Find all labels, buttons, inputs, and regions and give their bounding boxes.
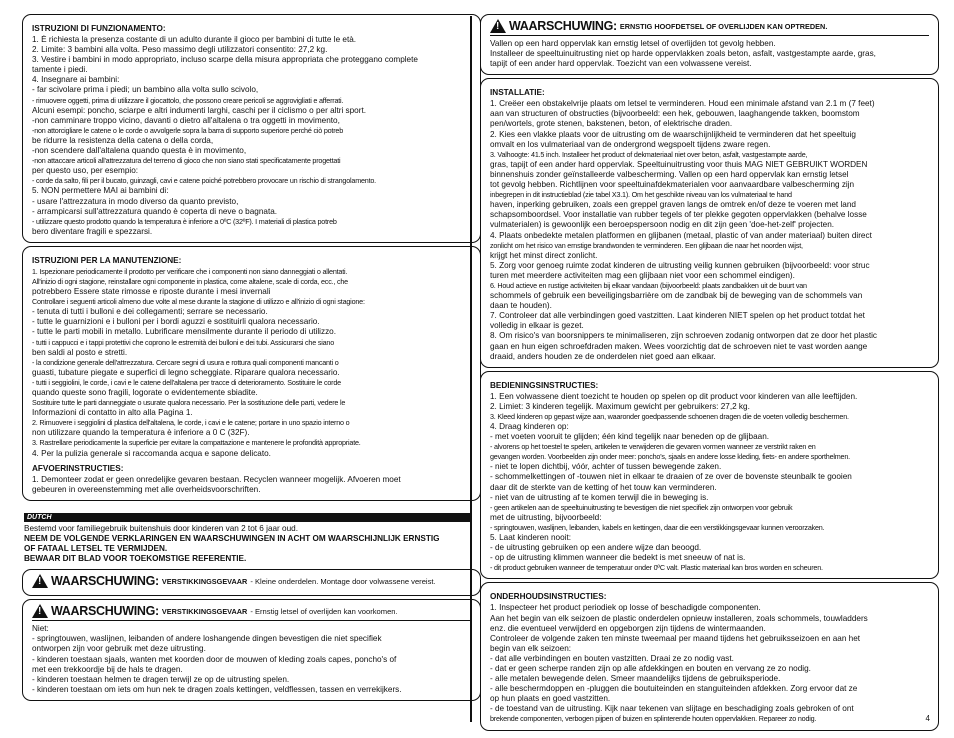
text-line: - tutte le guarnizioni e i bulloni per i bordi aguzzi e sostituirli qualora necessario.: [32, 317, 320, 327]
text-line: - kinderen toestaan om iets om hun nek te dragen zoals kettingen, veldflessen, tassen en verrekijkers.: [32, 684, 402, 694]
text-line: - corde da salto, fili per il bucato, guinzagli, cavi e catene poiché potrebbero provocare un rischio di strangolamento.: [32, 176, 376, 186]
warning-icon: !: [32, 604, 48, 618]
text-line: 1. Inspecteer het product periodiek op losse of beschadigde componenten.: [490, 603, 761, 613]
text-line: Installeer de speeltuinuitrusting niet op harde oppervlakken zoals beton, asfalt, vastgestampte aarde, gras,: [490, 49, 876, 59]
text-line: 7. Controleer dat alle verbindingen goed vastzitten. Laat kinderen NIET spelen op het product totdat het: [490, 311, 865, 321]
text-line: gebeuren in overeenstemming met alle overheidsvoorschriften.: [32, 484, 261, 494]
warning-small-parts-box: [22, 569, 481, 596]
section-body: [32, 475, 471, 495]
text-line: BEWAAR DIT BLAD VOOR TOEKOMSTIGE REFERENTIE.: [24, 554, 247, 564]
text-line: - met voeten vooruit te glijden; één kind tegelijk naar beneden op de glijbaan.: [490, 432, 770, 442]
text-line: All'inizio di ogni stagione, reinstallare ogni componente in plastica, come altalene, scale di corda, ecc., che: [32, 276, 348, 286]
dutch-intro: [22, 504, 481, 566]
text-line: gevangen worden. Voorbeelden zijn onder meer: poncho's, sjaals en andere losse kleding, fiets- en andere sporthelmen.: [490, 452, 850, 462]
text-line: 1. Creëer een obstakelvrije plaats om letsel te verminderen. Houd een minimale afstand van 2.1 m (7 feet): [490, 99, 875, 109]
text-line: - alle metalen bewegende delen. Smeer maandelijks tijdens de gebruiksperiode.: [490, 674, 781, 684]
text-line: turen met meerdere activiteiten mag een glijbaan niet voor een schommel eindigen).: [490, 270, 795, 280]
text-line: gaan en hun eigen schroefdraden maken. Wees voorzichtig dat de schroeven niet te vast worden aange: [490, 341, 868, 351]
text-line: - arrampicarsi sull'attrezzatura quando è coperta di neve o bagnata.: [32, 206, 278, 216]
text-line: Aan het begin van elk seizoen de plastic onderdelen opnieuw installeren, zoals schommels, touwladders: [490, 613, 868, 623]
text-line: 8. Om risico's van boorsnippers te minimaliseren, zijn schroeven zodanig ontworpen dat ze door het plastic: [490, 331, 878, 341]
warning-body: [32, 624, 471, 695]
warning-icon: !: [32, 574, 48, 588]
section-body: [32, 35, 471, 237]
text-line: 3. Kleed kinderen op gepast wijze aan, waaronder goedpassende schoenen dragen die de voeten volledig beschermen.: [490, 411, 849, 421]
text-line: 4. Plaats onbedekte metalen platformen en glijbanen (metaal, plastic of van ander materiaal) buiten direct: [490, 230, 872, 240]
text-line: -non attaccare articoli all'attrezzatura del terreno di gioco che non siano stati specificatamente progettati: [32, 156, 341, 166]
section-body: [32, 267, 471, 459]
warning-header: [32, 604, 471, 621]
warning-body: [490, 39, 929, 69]
text-line: 6. Houd actieve en rustige activiteiten bij elkaar vandaan (bijvoorbeeld: plaats zandbakken uit de buurt van: [490, 280, 807, 290]
bedieningsinstructies-box: [480, 371, 939, 580]
text-line: 4. Insegnare ai bambini:: [32, 75, 120, 85]
onderhoudsinstructies-box: [480, 582, 939, 730]
text-line: - kinderen toestaan sjaals, wanten met koorden door de mouwen of kleding zoals capes, poncho's of: [32, 654, 397, 664]
text-line: - de uitrusting gebruiken op een andere wijze dan beoogd.: [490, 543, 702, 553]
text-line: potrebbero Essere state rimosse e riposte durante i mesi invernali: [32, 287, 271, 297]
text-line: krijgt het minst direct zonlicht.: [490, 250, 598, 260]
text-line: vulmaterialen) is gewoonlijk een beroepspersoon nodig en dit zijn geen 'doe-het-zelf' projecten.: [490, 220, 835, 230]
text-line: - dit product gebruiken wanneer de temperatuur onder 0ºC valt. Plastic materiaal kan bros worden en scheuren.: [490, 563, 823, 573]
text-line: - la condizione generale dell'attrezzatura. Cercare segni di usura e rottura quali componenti mancanti o: [32, 357, 339, 367]
text-line: 2. Rimuovere i seggiolini di plastica dell'altalena, le corde, i cavi e le catene; portare in uno spazio interno o: [32, 418, 350, 428]
warning-icon: !: [490, 19, 506, 33]
text-line: - tutti i seggiolini, le corde, i cavi e le catene dell'altalena per tracce di deterioramento. Sostituire le corde: [32, 377, 341, 387]
warning-word: WAARSCHUWING:: [51, 574, 159, 589]
text-line: - tutti i cappucci e i tappi protettivi che coprono le estremità dei bulloni e dei tubi. Assicurarsi che siano: [32, 337, 335, 347]
text-line: Informazioni di contatto in alto alla Pagina 1.: [32, 408, 193, 418]
text-line: schapsomboordsel. Voor installatie van rubber tegels of ter plekke gegoten oppervlakken (behalve losse: [490, 210, 867, 220]
text-line: Niet:: [32, 624, 49, 634]
text-line: quando queste sono fragili, logorate o evidentemente sbiadite.: [32, 388, 258, 397]
text-line: - dat er geen scherpe randen zijn op alle afdekkingen en bouten en vervang ze zo nodig.: [490, 663, 811, 673]
text-line: - dat alle verbindingen en bouten vastzitten. Draai ze zo nodig vast.: [490, 653, 734, 663]
text-line: -non attorcigliare le catene o le corde o avvolgerle sopra la barra di supporto superiore perché ciò potreb: [32, 125, 344, 135]
text-line: Controleer de volgende zaken ten minste tweemaal per maand tijdens het gebruiksseizoen en aan het: [490, 633, 861, 643]
text-line: 3. Vestire i bambini in modo appropriato, incluso scarpe della misura appropriata che proteggano complete: [32, 55, 418, 65]
warning-word: WAARSCHUWING:: [509, 19, 617, 33]
language-label: DUTCH: [24, 513, 470, 522]
text-line: 1. Een volwassene dient toezicht te houden op spelen op dit product voor kinderen van alle leeftijden.: [490, 391, 858, 401]
text-line: brekende componenten, verbogen pijpen of buizen en splinterende houten oppervlakken. Repareer zo nodig.: [490, 714, 817, 724]
text-line: 1. È richiesta la presenza costante di un adulto durante il gioco per bambini di tutte le età.: [32, 35, 357, 44]
left-column: [22, 14, 481, 704]
istruzioni-manutenzione-box: [22, 246, 481, 501]
warning-subtitle: ERNSTIG HOOFDETSEL OF OVERLIJDEN KAN OPTREDEN.: [619, 21, 828, 31]
text-line: 5. Zorg voor genoeg ruimte zodat kinderen de uitrusting veilig kunnen gebruiken (bijvoorbeeld: voor struc: [490, 260, 870, 270]
text-line: enz. die eventueel verwijderd en opgeborgen zijn tijdens de wintermaanden.: [490, 623, 766, 633]
text-line: - geen artikelen aan de speeltuinuitrusting te bevestigen die niet specifiek zijn ontworpen voor gebruik: [490, 502, 793, 512]
text-line: - springtouwen, waslijnen, leibanden of andere loshangende dingen bevestigen die niet specifiek: [32, 634, 382, 644]
section-title: ISTRUZIONI DI FUNZIONAMENTO:: [32, 24, 166, 33]
text-line: zonlicht om het risico van ernstige brandwonden te verminderen. Een glijbaan die naar het noorden wijst,: [490, 240, 803, 250]
text-line: non utilizzare quando la temperatura è inferiore a 0 C (32F).: [32, 428, 250, 438]
text-line: 5. NON permettere MAI ai bambini di:: [32, 186, 169, 196]
text-line: - niet van de uitrusting af te komen terwijl die in beweging is.: [490, 492, 709, 502]
text-line: met een trekkoordje bij de hals te dragen.: [32, 664, 183, 674]
text-line: guasti, tubature piegate e superfici di legno scheggiate. Riparare qualora necessario.: [32, 367, 340, 377]
section-title: ONDERHOUDSINSTRUCTIES:: [490, 592, 607, 602]
text-line: pen/wortels, grote stenen, bakstenen, beton, of elektrische draden.: [490, 119, 733, 129]
text-line: omvalt en los vulmateriaal van de ondergrond wegspoelt tijdens zware regen.: [490, 139, 771, 149]
warning-subtitle: VERSTIKKINGSGEVAAR: [161, 576, 248, 586]
text-line: - de toestand van de uitrusting. Kijk naar tekenen van slijtage en beschadiging zoals gebroken of ont: [490, 704, 854, 714]
text-line: tamente i piedi.: [32, 65, 88, 75]
text-line: -non camminare troppo vicino, davanti o dietro all'altalena o tra oggetti in movimento,: [32, 115, 340, 125]
section-title: AFVOERINSTRUCTIES:: [32, 463, 124, 473]
warning-text: - Ernstig letsel of overlijden kan voorkomen.: [250, 606, 398, 616]
text-line: 4. Per la pulizia generale si raccomanda acqua e sapone delicato.: [32, 448, 271, 458]
text-line: schommels of gebruik een beveiligingsbarrière om de zandbak bij de beweging van de schommels van: [490, 291, 863, 301]
istruzioni-funzionamento-box: [22, 14, 481, 243]
text-line: - schommelkettingen of -touwen niet in elkaar te draaien of ze over de bovenste steunbalk te gooien: [490, 472, 852, 482]
text-line: - niet te lopen dichtbij, vóór, achter of tussen bewegende zaken.: [490, 462, 722, 472]
text-line: ben saldi al posto e stretti.: [32, 347, 128, 357]
section-body: [490, 392, 929, 574]
text-line: - usare l'attrezzatura in modo diverso da quanto previsto,: [32, 196, 239, 206]
warning-header: [32, 574, 471, 590]
text-line: - alle beschermdoppen en -pluggen die boutuiteinden en stanguiteinden afdekken. Zorg ervoor dat ze: [490, 684, 858, 694]
text-line: 2. Limiet: 3 kinderen tegelijk. Maximum gewicht per gebruikers: 27,2 kg.: [490, 401, 750, 411]
section-title: BEDIENINGSINSTRUCTIES:: [490, 380, 599, 390]
text-line: - op de uitrusting klimmen wanneer die bedekt is met sneeuw of nat is.: [490, 553, 746, 563]
text-line: inbegrepen in dit instructieblad (zie tabel X3.1). Om het geschikte niveau van los vulmateriaal te hand: [490, 190, 792, 200]
text-line: 2. Kies een vlakke plaats voor de uitrusting om de waarschijnlijkheid te verminderen dat het speeltuig: [490, 129, 856, 139]
text-line: - tutte le parti mobili in metallo. Lubrificare mensilmente durante il periodo di utilizzo.: [32, 327, 336, 337]
section-body: [490, 99, 929, 361]
text-line: - rimuovere oggetti, prima di utilizzare il giocattolo, che possono creare pericoli se aggrovigliati e afferrati.: [32, 95, 344, 105]
text-line: 1. Ispezionare periodicamente il prodotto per verificare che i componenti non siano danneggiati o allentati.: [32, 266, 348, 276]
text-line: bero diventare fragili e spezzarsi.: [32, 226, 153, 236]
warning-text: - Kleine onderdelen. Montage door volwassene vereist.: [250, 576, 436, 586]
section-title: INSTALLATIE:: [490, 88, 545, 98]
text-line: 4. Draag kinderen op:: [490, 422, 569, 431]
text-line: Controllare i seguenti articoli almeno due volte al mese durante la stagione di utilizzo e all'inizio di ogni stagione:: [32, 297, 365, 307]
text-line: Sostituire tutte le parti danneggiate o usurate qualora necessario. Per la sostituzione delle parti, vedere le: [32, 398, 346, 408]
text-line: - alvorens op het toestel te spelen, artikelen te verwijderen die gevaren vormen wanneer ze verstrikt raken en: [490, 442, 816, 452]
text-line: 2. Limite: 3 bambini alla volta. Peso massimo degli utilizzatori consentito: 27,2 kg.: [32, 45, 328, 55]
section-title: ISTRUZIONI PER LA MANUTENZIONE:: [32, 255, 182, 265]
right-column: [480, 14, 939, 734]
text-line: - springtouwen, waslijnen, leibanden, kabels en kettingen, daar die een verstikkingsgevaar kunnen veroorzaken.: [490, 522, 825, 532]
text-line: met de uitrusting, bijvoorbeeld:: [490, 512, 602, 522]
text-line: gras, tapijt of een ander hard oppervlak. Speeltuinuitrusting voor thuis MAG NIET GEBRUIKT WORDEN: [490, 159, 868, 169]
text-line: volledig in elkaar is gezet.: [490, 321, 584, 331]
text-line: - kinderen toestaan helmen te dragen terwijl ze op de uitrusting spelen.: [32, 674, 290, 684]
text-line: Vallen op een hard oppervlak kan ernstig letsel of overlijden tot gevolg hebben.: [490, 39, 776, 48]
text-line: Alcuni esempi: poncho, sciarpe e altri indumenti larghi, caschi per il ciclismo o per altri sport.: [32, 105, 367, 115]
section-body: [490, 603, 929, 724]
text-line: aan van structuren of obstructies (bijvoorbeeld: een hek, gebouwen, laaghangende takken, boomstom: [490, 109, 860, 119]
warning-header: [490, 19, 929, 36]
text-line: op hun plaats en goed vastzitten.: [490, 694, 611, 704]
text-line: be ridurre la resistenza della catena o della corda,: [32, 135, 214, 145]
installatie-box: [480, 78, 939, 367]
warning-word: WAARSCHUWING:: [51, 604, 159, 619]
warning-head-injury-box: [480, 14, 939, 75]
text-line: daar dit de sterkte van de ketting of het touw kan verminderen.: [490, 482, 717, 492]
text-line: per questo uso, per esempio:: [32, 166, 139, 176]
intro-bold: [24, 534, 479, 564]
text-line: 5. Laat kinderen nooit:: [490, 533, 572, 543]
text-line: 1. Demonteer zodat er geen onredelijke gevaren bestaan. Recyclen wanneer mogelijk. Afvoeren moet: [32, 474, 401, 484]
text-line: - utilizzare questo prodotto quando la temperatura è inferiore a 0ºC (32ºF). I materiali di plastica potreb: [32, 216, 337, 226]
text-line: -non scendere dall'altalena quando questa è in movimento,: [32, 146, 247, 156]
text-line: tapijt of een ander hard oppervlak. Toezicht van een volwassene vereist.: [490, 59, 752, 69]
text-line: tot gevolg hebben. Richtlijnen voor speeltuinafdekmaterialen voor aanvaardbare valbescherming zijn: [490, 180, 855, 190]
text-line: 3. Valhoogte: 41.5 inch. Installeer het product of dekmateriaal niet over beton, asfalt, vastgestampte aarde,: [490, 149, 808, 159]
text-line: haven, inperking gebruiken, zoals een greppel graven langs de omtrek en/of deze te voeren met land: [490, 200, 856, 210]
text-line: - tenuta di tutti i bulloni e dei collegamenti; serrare se necessario.: [32, 307, 268, 317]
intro-text: Bestemd voor familiegebruik buitenshuis door kinderen van 2 tot 6 jaar oud.: [24, 523, 298, 533]
text-line: ontworpen zijn voor gebruik met deze uitrusting.: [32, 644, 206, 654]
warning-strangulation-box: [22, 599, 481, 701]
text-line: 3. Rastrellare periodicamente la superficie per evitare la compattazione e mantenere le profondità appropriate.: [32, 438, 361, 448]
text-line: binnenshuis zonder geïnstalleerde valbescherming. Vallen op een hard oppervlak kan ernstig letsel: [490, 169, 849, 179]
warning-subtitle: VERSTIKKINGSGEVAAR: [161, 606, 248, 616]
text-line: OF FATAAL LETSEL TE VERMIJDEN.: [24, 544, 168, 554]
text-line: daan te houden).: [490, 301, 552, 311]
text-line: draaid, anders houden ze de onderdelen niet goed aan elkaar.: [490, 351, 716, 361]
page-number: 4: [925, 714, 930, 723]
text-line: begin van elk seizoen:: [490, 643, 572, 653]
text-line: NEEM DE VOLGENDE VERKLARINGEN EN WAARSCHUWINGEN IN ACHT OM WAARSCHIJNLIJK ERNSTIG: [24, 533, 440, 543]
text-line: - far scivolare prima i piedi; un bambino alla volta sullo scivolo,: [32, 85, 259, 95]
